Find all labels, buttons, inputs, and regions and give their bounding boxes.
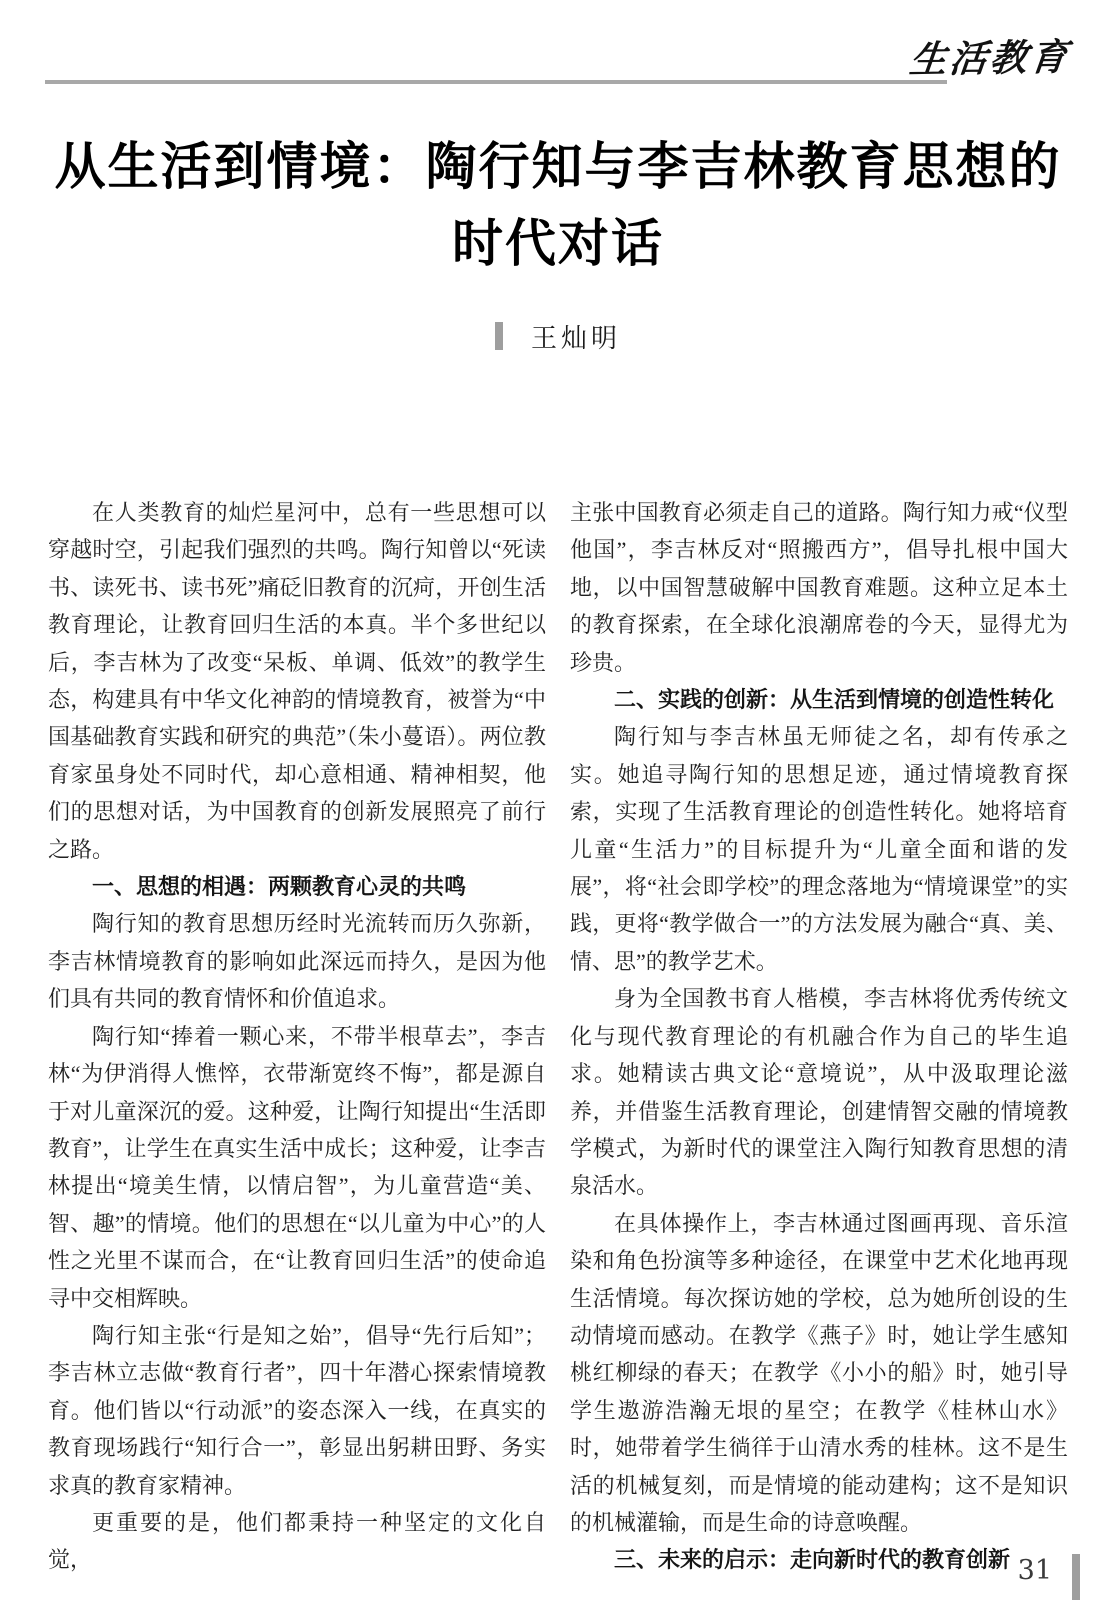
article-body xyxy=(0,494,1116,1579)
header-rule xyxy=(45,80,947,84)
paragraph: 更重要的是，他们都秉持一种坚定的文化自觉， xyxy=(48,1509,546,1573)
journal-logo: 生活教育 xyxy=(907,34,1073,82)
footer-bar xyxy=(1072,1554,1080,1600)
author-marker-bar xyxy=(495,322,503,350)
author-row xyxy=(0,318,1116,354)
left-column xyxy=(48,494,546,1579)
paragraph-continuation: 主张中国教育必须走自己的道路。陶行知力戒“仪型他国”，李吉林反对“照搬西方”，倡导扎根中国大地，以中国智慧破解中国教育难题。这种立足本土的教育探索，在全球化浪潮席卷的今天，显得尤为珍贵。 xyxy=(570,500,1068,675)
right-column xyxy=(570,494,1068,1579)
section-heading-2: 二、实践的创新：从生活到情境的创造性转化 xyxy=(614,687,1055,713)
title-line-2: 时代对话 xyxy=(451,215,664,272)
article-title xyxy=(40,128,1076,282)
section-heading-3: 三、未来的启示：走向新时代的教育创新 xyxy=(614,1547,1011,1573)
page-header xyxy=(0,0,1116,84)
paragraph: 身为全国教书育人楷模，李吉林将优秀传统文化与现代教育理论的有机融合作为自己的毕生追求。她精读古典文论“意境说”，从中汲取理论滋养，并借鉴生活教育理论，创建情智交融的情境教学模式，为新时代的课堂注入陶行知教育思想的清泉活水。 xyxy=(570,986,1068,1199)
title-line-1: 从生活到情境：陶行知与李吉林教育思想的 xyxy=(54,138,1062,195)
author-name: 王灿明 xyxy=(530,322,621,353)
paragraph: 陶行知主张“行是知之始”，倡导“先行后知”；李吉林立志做“教育行者”，四十年潜心探索情境教育。他们皆以“行动派”的姿态深入一线，在真实的教育现场践行“知行合一”，彰显出躬耕田野、务实求真的教育家精神。 xyxy=(48,1322,546,1498)
paragraph: 在具体操作上，李吉林通过图画再现、音乐渲染和角色扮演等多种途径，在课堂中艺术化地再现生活情境。每次探访她的学校，总为她所创设的生动情境而感动。在教学《燕子》时，她让学生感知桃红柳绿的春天；在教学《小小的船》时，她引导学生遨游浩瀚无垠的星空；在教学《桂林山水》时，她带着学生徜徉于山清水秀的桂林。这不是生活的机械复刻，而是情境的能动建构；这不是知识的机械灌输，而是生命的诗意唤醒。 xyxy=(570,1210,1068,1535)
paragraph: 陶行知“捧着一颗心来，不带半根草去”，李吉林“为伊消得人憔悴，衣带渐宽终不悔”，都是源自于对儿童深沉的爱。这种爱，让陶行知提出“生活即教育”，让学生在真实生活中成长；这种爱，让李吉林提出“境美生情，以情启智”，为儿童营造“美、智、趣”的情境。他们的思想在“以儿童为中心”的人性之光里不谋而合，在“让教育回归生活”的使命追寻中交相辉映。 xyxy=(48,1023,546,1311)
paragraph: 在人类教育的灿烂星河中，总有一些思想可以穿越时空，引起我们强烈的共鸣。陶行知曾以“死读书、读死书、读书死”痛砭旧教育的沉疴，开创生活教育理论，让教育回归生活的本真。半个多世纪以后，李吉林为了改变“呆板、单调、低效”的教学生态，构建具有中华文化神韵的情境教育，被誉为“中国基础教育实践和研究的典范”（朱小蔓语）。两位教育家虽身处不同时代，却心意相通、精神相契，他们的思想对话，为中国教育的创新发展照亮了前行之路。 xyxy=(48,500,546,862)
section-heading-1: 一、思想的相遇：两颗教育心灵的共鸣 xyxy=(92,874,467,900)
page-number: 31 xyxy=(1017,1555,1052,1586)
paragraph: 陶行知的教育思想历经时光流转而历久弥新，李吉林情境教育的影响如此深远而持久，是因为他们具有共同的教育情怀和价值追求。 xyxy=(48,911,546,1012)
paragraph: 陶行知与李吉林虽无师徒之名，却有传承之实。她追寻陶行知的思想足迹，通过情境教育探索，实现了生活教育理论的创造性转化。她将培育儿童“生活力”的目标提升为“儿童全面和谐的发展”，将“社会即学校”的理念落地为“情境课堂”的实践，更将“教学做合一”的方法发展为融合“真、美、情、思”的教学艺术。 xyxy=(570,724,1068,974)
